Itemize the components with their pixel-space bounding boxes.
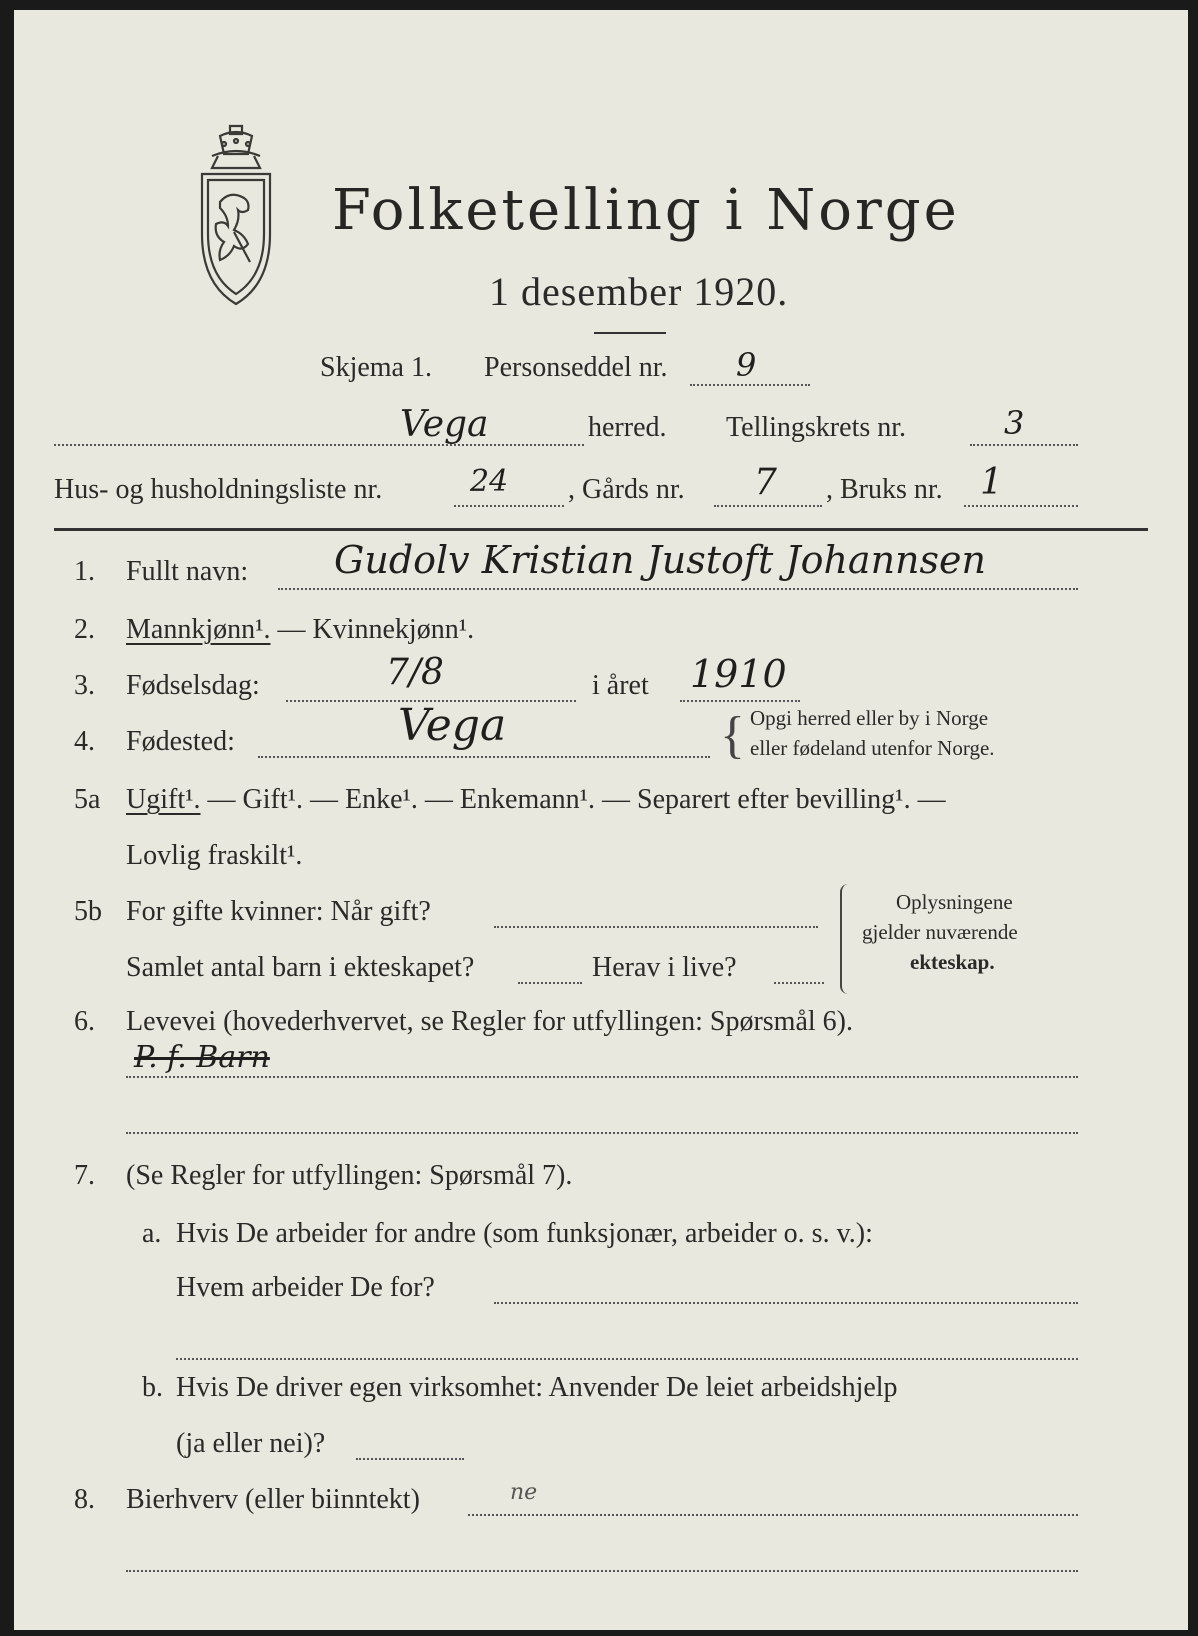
q4-number: 4.	[74, 726, 95, 757]
q4-note-line2: eller fødeland utenfor Norge.	[750, 736, 995, 760]
birthday-value: 7/8	[386, 652, 444, 693]
q5b-note-line3: ekteskap.	[910, 950, 995, 974]
q8-label: Bierhverv (eller biinntekt)	[126, 1484, 420, 1515]
birth-year-value: 1910	[690, 652, 787, 696]
employer-field-line-2[interactable]	[176, 1358, 1078, 1360]
q5b-married-label: For gifte kvinner: Når gift?	[126, 896, 431, 927]
gards-field-line[interactable]	[714, 505, 822, 507]
employer-field-line-1[interactable]	[494, 1302, 1078, 1304]
q4-label: Fødested:	[126, 726, 235, 757]
birth-year-field-line[interactable]	[680, 700, 800, 702]
married-date-field-line[interactable]	[494, 926, 818, 928]
q2-number: 2.	[74, 614, 95, 645]
tellingskrets-field-line[interactable]	[970, 444, 1078, 446]
occupation-value: P. f. Barn	[134, 1040, 270, 1075]
full-name-value: Gudolv Kristian Justoft Johannsen	[334, 538, 986, 582]
q7b-letter: b.	[142, 1372, 163, 1403]
tellingskrets-label: Tellingskrets nr.	[726, 412, 907, 443]
marital-unmarried-option[interactable]: Ugift¹.	[126, 784, 201, 815]
q1-label: Fullt navn:	[126, 556, 249, 587]
q6-number: 6.	[74, 1006, 95, 1037]
divider	[594, 332, 666, 334]
hired-help-field-line[interactable]	[356, 1458, 464, 1460]
occupation-field-line-1[interactable]	[126, 1076, 1078, 1078]
bruks-value: 1	[980, 462, 1003, 503]
hus-label: Hus- og husholdningsliste nr.	[54, 474, 383, 505]
herred-value: Vega	[400, 404, 489, 445]
birthplace-field-line[interactable]	[258, 756, 710, 758]
q8-number: 8.	[74, 1484, 95, 1515]
side-income-field-line-2[interactable]	[126, 1570, 1078, 1572]
hus-value: 24	[470, 464, 509, 499]
hus-field-line[interactable]	[454, 505, 564, 507]
gender-options	[126, 614, 474, 646]
q5b-note-line1: Oplysningene	[896, 890, 1013, 914]
gards-label: , Gårds nr.	[568, 474, 685, 505]
herred-field-line[interactable]	[54, 444, 584, 446]
birthplace-value: Vega	[398, 700, 507, 751]
gender-male-option[interactable]: Mannkjønn¹.	[126, 614, 271, 645]
q7b-text: Hvis De driver egen virksomhet: Anvender De leiet arbeidshjelp	[176, 1372, 898, 1403]
q5b-number: 5b	[74, 896, 102, 927]
q4-brace: {	[720, 707, 745, 764]
skjema-label: Skjema 1.	[320, 352, 432, 383]
children-field-line[interactable]	[518, 982, 582, 984]
q7-number: 7.	[74, 1160, 95, 1191]
census-date: 1 desember 1920.	[489, 269, 789, 314]
page-title: Folketelling i Norge	[332, 178, 960, 243]
marital-status-options	[126, 784, 946, 816]
q5b-note-line2: gjelder nuværende	[862, 920, 1018, 944]
marital-other-options[interactable]: — Gift¹. — Enke¹. — Enkemann¹. — Separert efter bevilling¹. —	[200, 784, 946, 815]
side-income-value: ne	[510, 1480, 538, 1505]
personseddel-label: Personseddel nr.	[484, 352, 668, 383]
q3-number: 3.	[74, 670, 95, 701]
q3-label: Fødselsdag:	[126, 670, 260, 701]
q7-label: (Se Regler for utfyllingen: Spørsmål 7).	[126, 1160, 573, 1191]
coat-of-arms-icon	[190, 122, 282, 322]
alive-field-line[interactable]	[774, 982, 824, 984]
gards-value: 7	[754, 462, 777, 503]
q7a-sub-label: Hvem arbeider De for?	[176, 1272, 435, 1303]
q4-note-line1: Opgi herred eller by i Norge	[750, 706, 989, 730]
q3-year-label: i året	[592, 670, 649, 701]
q5b-alive-label: Herav i live?	[592, 952, 737, 983]
census-form-sheet	[14, 10, 1188, 1630]
gender-female-option[interactable]: Kvinnekjønn¹.	[312, 614, 475, 645]
header-divider	[54, 528, 1148, 531]
side-income-field-line-1[interactable]	[468, 1514, 1078, 1516]
marital-divorced-option[interactable]: Lovlig fraskilt¹.	[126, 840, 303, 871]
bruks-field-line[interactable]	[964, 505, 1078, 507]
gender-separator: —	[270, 614, 313, 645]
q5b-bracket	[840, 884, 848, 994]
q5b-children-label: Samlet antal barn i ekteskapet?	[126, 952, 475, 983]
occupation-field-line-2[interactable]	[126, 1132, 1078, 1134]
personseddel-field-line[interactable]	[690, 384, 810, 386]
q5a-number: 5a	[74, 784, 101, 815]
q7a-text: Hvis De arbeider for andre (som funksjonær, arbeider o. s. v.):	[176, 1218, 873, 1249]
tellingskrets-value: 3	[1004, 404, 1025, 442]
herred-label: herred.	[588, 412, 667, 443]
full-name-field-line[interactable]	[278, 588, 1078, 590]
q1-number: 1.	[74, 556, 95, 587]
bruks-label: , Bruks nr.	[826, 474, 943, 505]
q7b-sub-label: (ja eller nei)?	[176, 1428, 326, 1459]
q7a-letter: a.	[142, 1218, 162, 1249]
q6-label: Levevei (hovederhvervet, se Regler for utfyllingen: Spørsmål 6).	[126, 1006, 853, 1037]
personseddel-value: 9	[736, 346, 757, 384]
